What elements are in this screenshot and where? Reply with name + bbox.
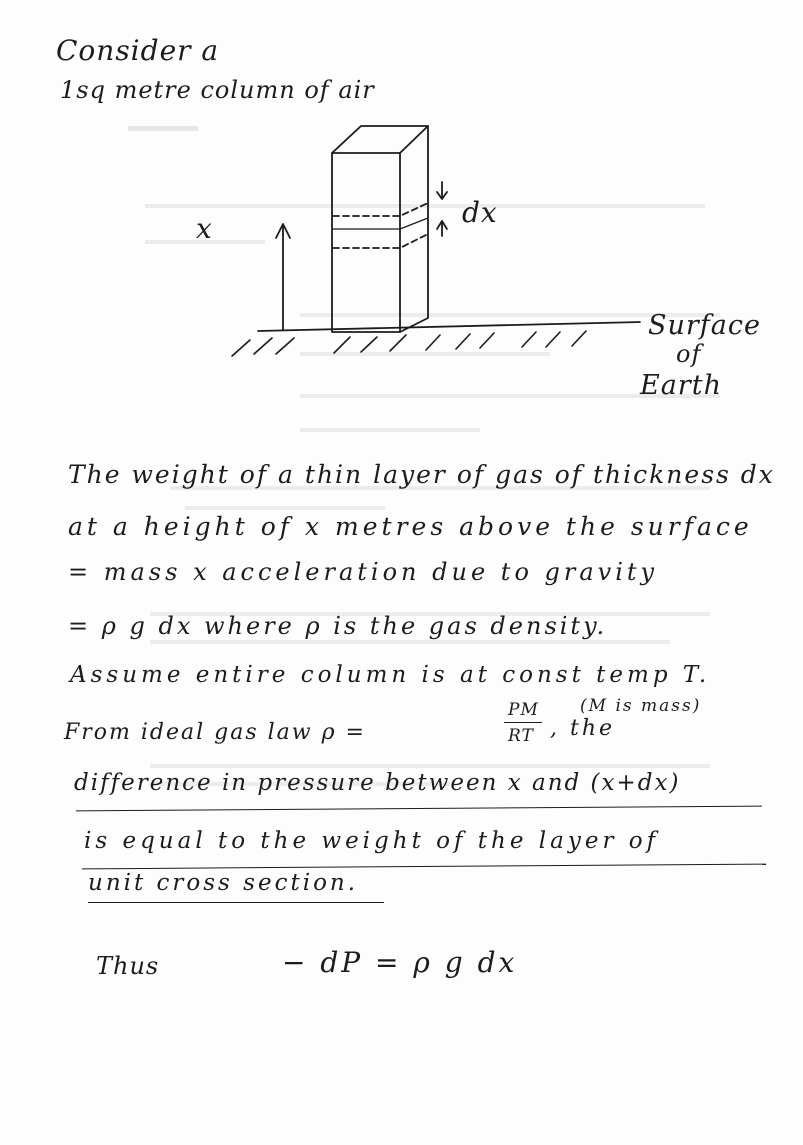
pressure-equation: − dP = ρ g dx bbox=[282, 946, 518, 979]
fraction-numerator: PM bbox=[508, 700, 539, 720]
layer-bottom-dashed bbox=[333, 234, 428, 248]
column-top-face bbox=[332, 126, 428, 153]
surface-label-line-2: of bbox=[676, 340, 702, 368]
text-line-7-suffix: , the bbox=[550, 716, 616, 741]
underline-line-10 bbox=[88, 902, 384, 903]
text-line-7-prefix: From ideal gas law ρ = bbox=[64, 720, 366, 745]
heading-line-1: Consider a bbox=[56, 34, 220, 67]
text-line-10: unit cross section. bbox=[88, 870, 359, 896]
layer-mid-line bbox=[333, 218, 428, 229]
text-line-5: Assume entire column is at const temp T. bbox=[70, 662, 711, 688]
surface-label-line-1: Surface bbox=[648, 310, 761, 341]
fraction-denominator: RT bbox=[508, 726, 534, 746]
surface-label-line-3: Earth bbox=[640, 370, 722, 401]
mass-note: (M is mass) bbox=[580, 696, 702, 716]
text-line-8: difference in pressure between x and (x+dx) bbox=[74, 770, 681, 796]
thickness-label: dx bbox=[462, 196, 498, 229]
text-line-9: is equal to the weight of the layer of bbox=[84, 828, 660, 854]
dx-arrow-up bbox=[437, 221, 447, 236]
dx-arrow-down bbox=[437, 182, 447, 199]
height-label: x bbox=[196, 212, 213, 245]
text-line-3: = mass x acceleration due to gravity bbox=[68, 558, 659, 586]
text-line-4: = ρ g dx where ρ is the gas density. bbox=[68, 612, 608, 640]
fraction-bar bbox=[504, 722, 542, 723]
ground-line bbox=[258, 322, 640, 331]
ground-hatching bbox=[232, 331, 586, 356]
text-line-1: The weight of a thin layer of gas of thickness dx bbox=[68, 460, 775, 489]
layer-top-dashed bbox=[333, 203, 428, 216]
heading-line-2: 1sq metre column of air bbox=[60, 76, 375, 104]
text-line-2: at a height of x metres above the surface bbox=[68, 512, 753, 541]
thus-label: Thus bbox=[96, 952, 160, 980]
column-right-face bbox=[400, 126, 428, 332]
column-front-face bbox=[332, 153, 400, 332]
